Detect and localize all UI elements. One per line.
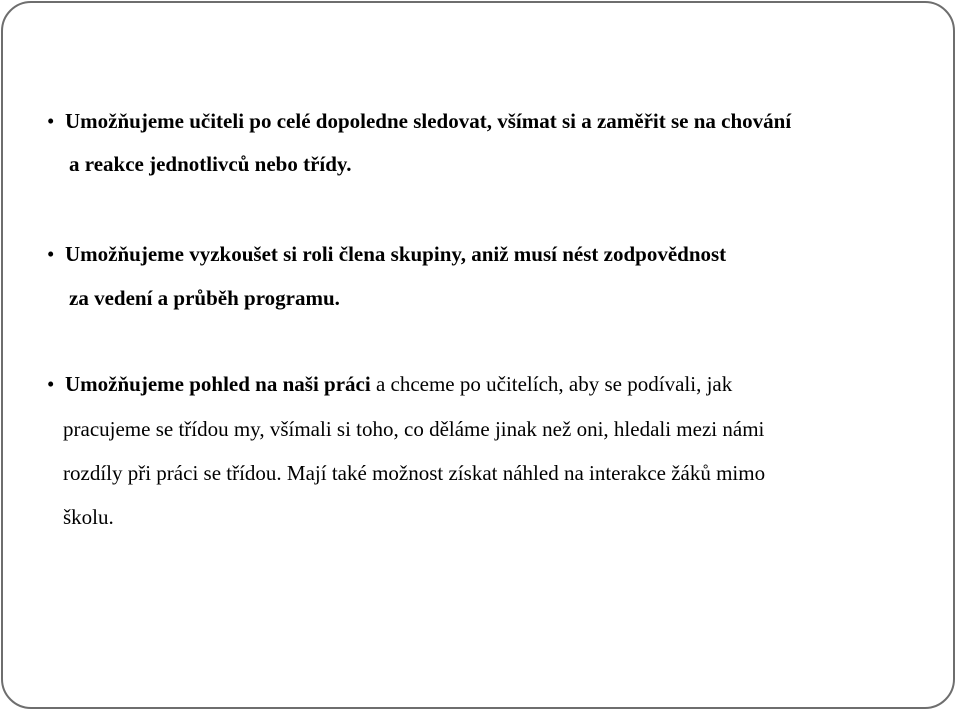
- bullet-1-line-1: [65, 109, 791, 133]
- bullet-3-line-4: [63, 505, 114, 529]
- bullet-dot: •: [47, 372, 55, 396]
- bullet-3-line-1: [65, 372, 732, 396]
- bullet-1-line-2-bold: a reakce jednotlivců nebo třídy.: [69, 152, 352, 176]
- bullet-3-line-3-normal: rozdíly při práci se třídou. Mají také možnost získat náhled na interakce žáků mimo: [63, 461, 766, 485]
- bullet-2-line-1: [65, 242, 726, 266]
- bullet-2-line-2-bold: za vedení a průběh programu.: [69, 286, 340, 310]
- bullet-3-line-3: [63, 461, 765, 485]
- bullet-2-line-1-bold: Umožňujeme vyzkoušet si roli člena skupiny, aniž musí nést zodpovědnost: [65, 242, 727, 266]
- bullet-3-line-4-normal: školu.: [63, 505, 114, 529]
- bullet-3-line-1-normal: a chceme po učitelích, aby se podívali, jak: [370, 372, 733, 396]
- bullet-dot: •: [47, 109, 55, 133]
- bullet-dot: •: [47, 242, 55, 266]
- bullet-3-line-2: [63, 417, 764, 441]
- slide-frame: [1, 1, 955, 709]
- bullet-1-line-1-bold: Umožňujeme učiteli po celé dopoledne sledovat, všímat si a zaměřit se na chování: [65, 109, 792, 133]
- bullet-3-line-1-bold: Umožňujeme pohled na naši práci: [65, 372, 371, 396]
- bullet-3-line-2-normal: pracujeme se třídou my, všímali si toho, co děláme jinak než oni, hledali mezi námi: [63, 417, 765, 441]
- bullet-1-line-2: [69, 152, 352, 176]
- bullet-2-line-2: [69, 286, 340, 310]
